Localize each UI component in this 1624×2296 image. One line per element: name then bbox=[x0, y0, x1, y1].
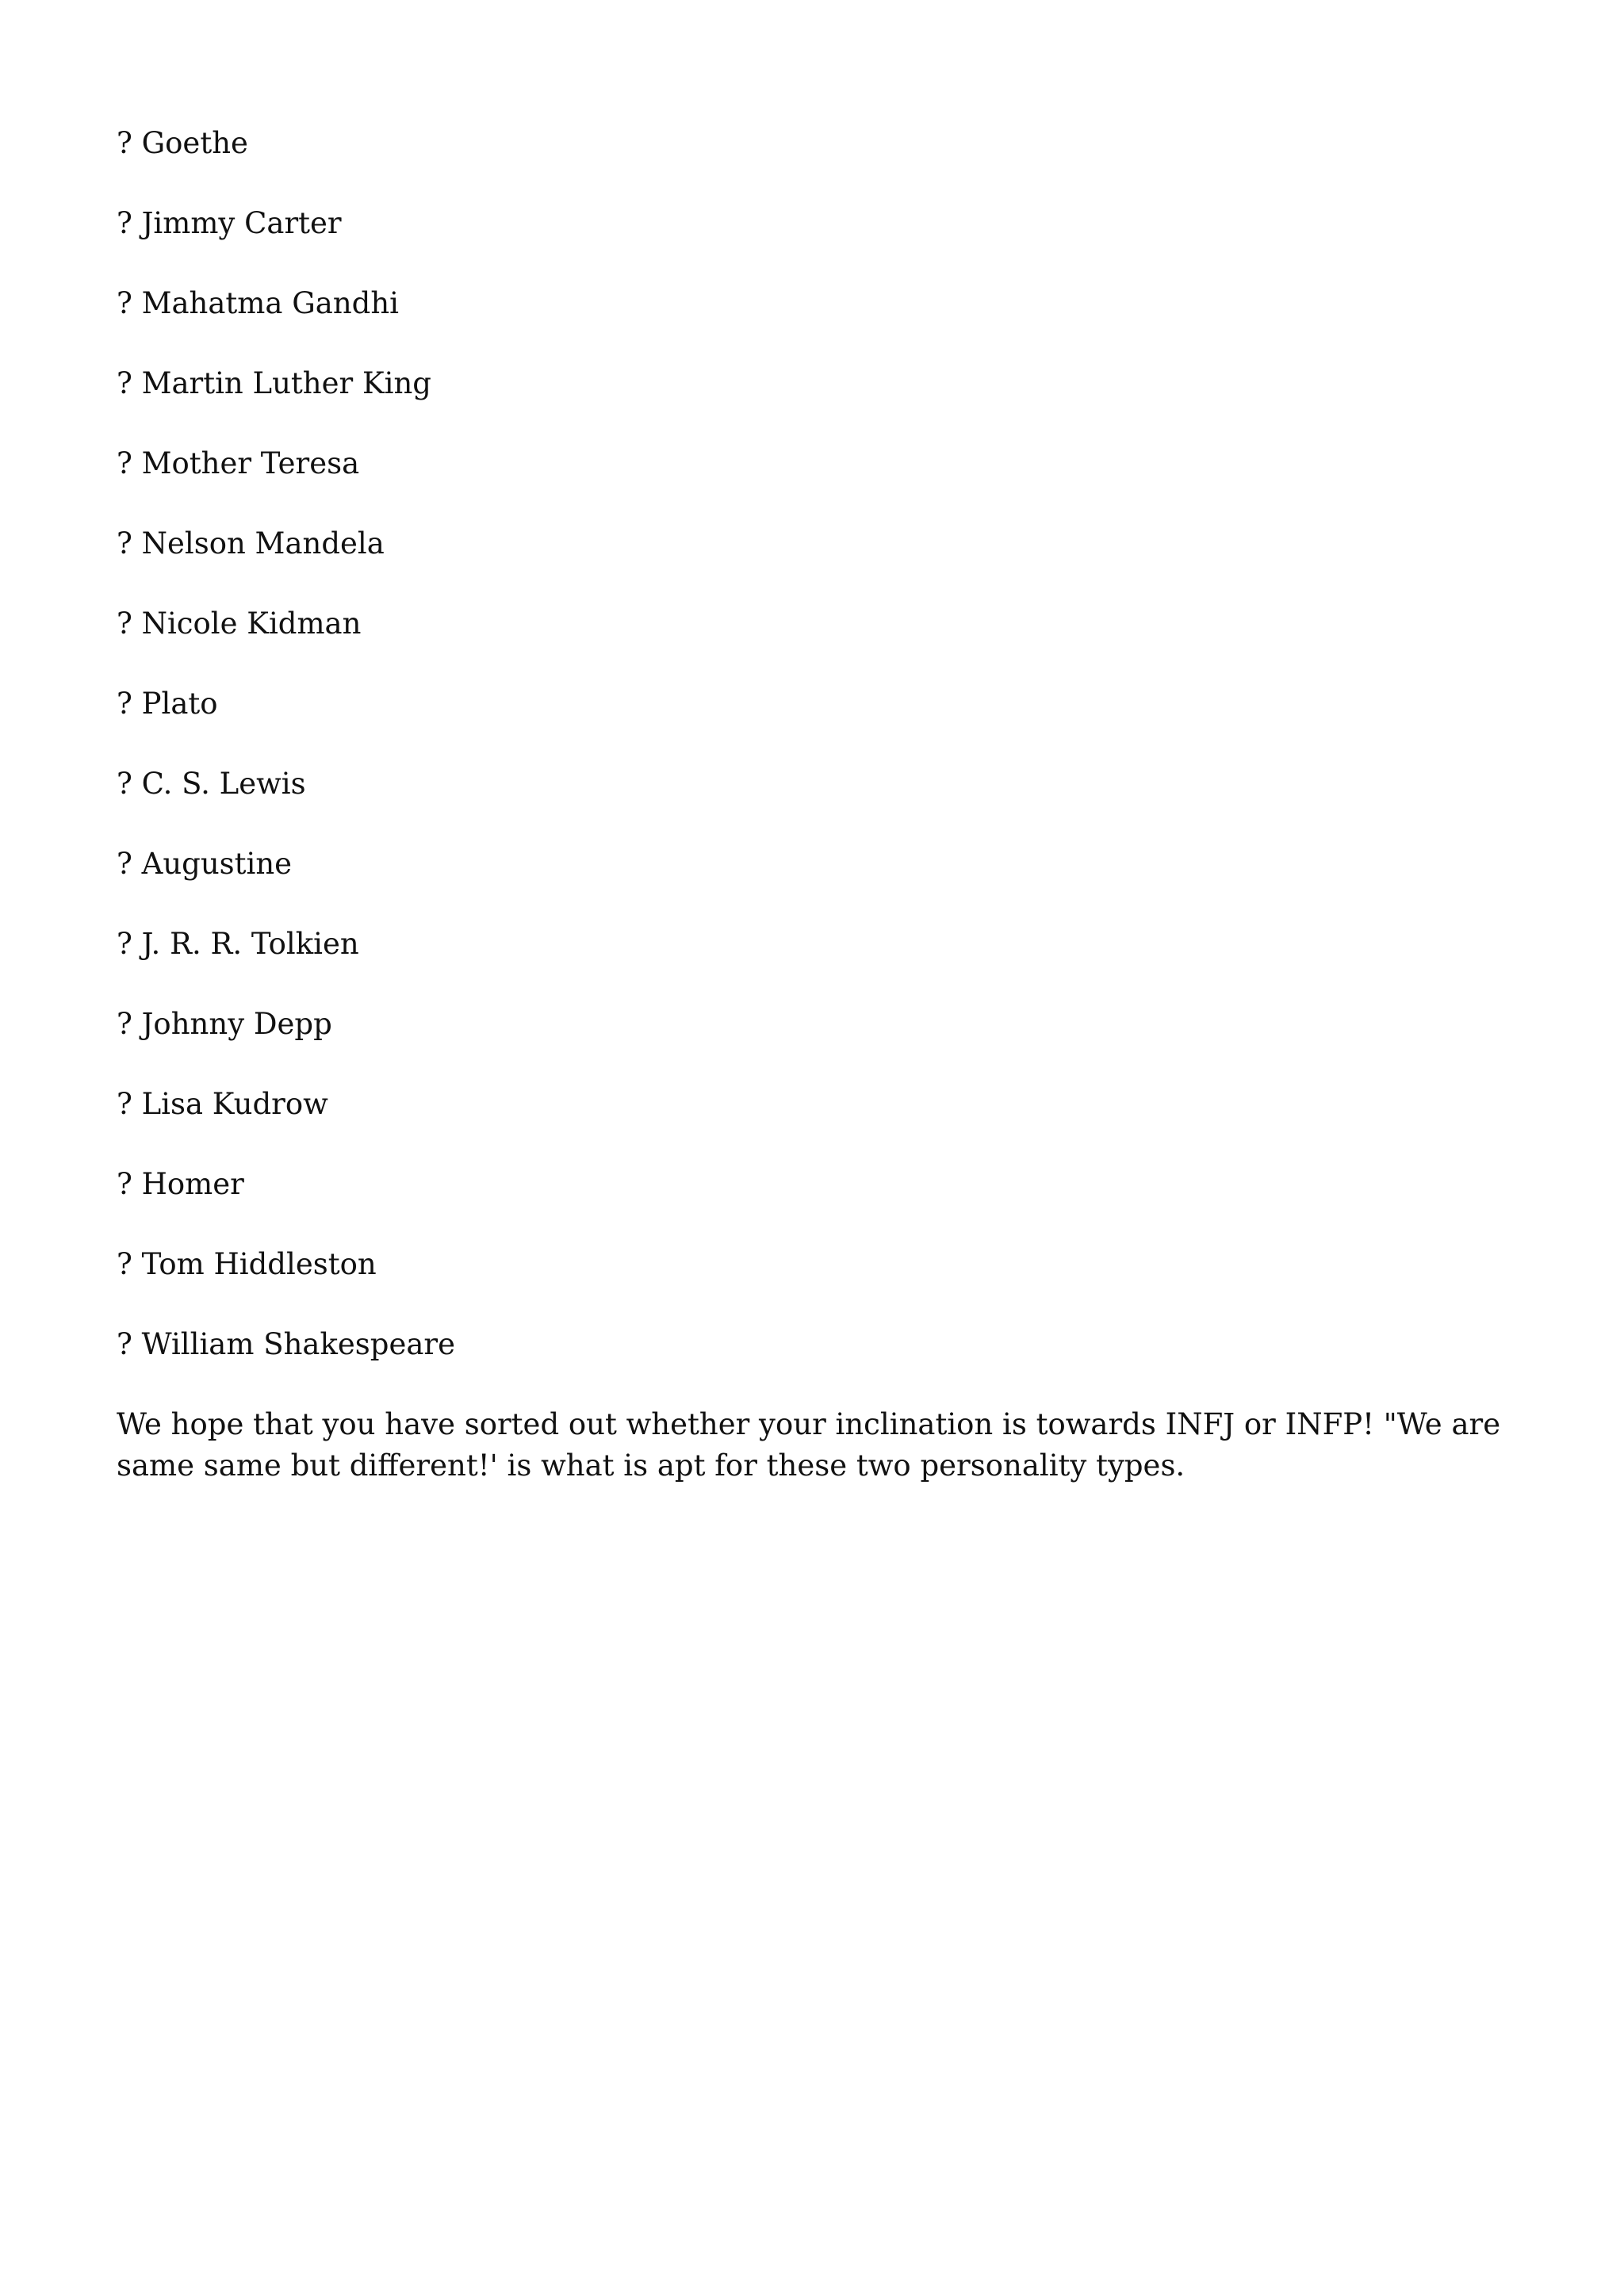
document-content bbox=[117, 123, 1512, 1487]
list-item: ? Johnny Depp bbox=[117, 1007, 332, 1041]
list-item: ? Mahatma Gandhi bbox=[117, 286, 399, 320]
list-item: ? Nelson Mandela bbox=[117, 526, 385, 561]
list-item: ? J. R. R. Tolkien bbox=[117, 927, 359, 961]
list-item: ? Jimmy Carter bbox=[117, 206, 342, 240]
list-item: ? Goethe bbox=[117, 126, 248, 160]
list-item: ? Lisa Kudrow bbox=[117, 1087, 328, 1121]
closing-paragraph: We hope that you have sorted out whether your inclination is towards INFJ or INFP! "We are same same but different!' is what is apt for these two personality types. bbox=[117, 1407, 1501, 1483]
list-item: ? Tom Hiddleston bbox=[117, 1247, 377, 1281]
list-item: ? Mother Teresa bbox=[117, 446, 360, 480]
list-item: ? Homer bbox=[117, 1167, 244, 1201]
famous-people-list bbox=[117, 123, 1512, 1365]
list-item: ? Plato bbox=[117, 687, 218, 721]
list-item: ? Martin Luther King bbox=[117, 366, 431, 400]
list-item: ? C. S. Lewis bbox=[117, 767, 306, 801]
list-item: ? Augustine bbox=[117, 847, 293, 881]
list-item: ? Nicole Kidman bbox=[117, 607, 362, 641]
list-item: ? William Shakespeare bbox=[117, 1327, 455, 1361]
